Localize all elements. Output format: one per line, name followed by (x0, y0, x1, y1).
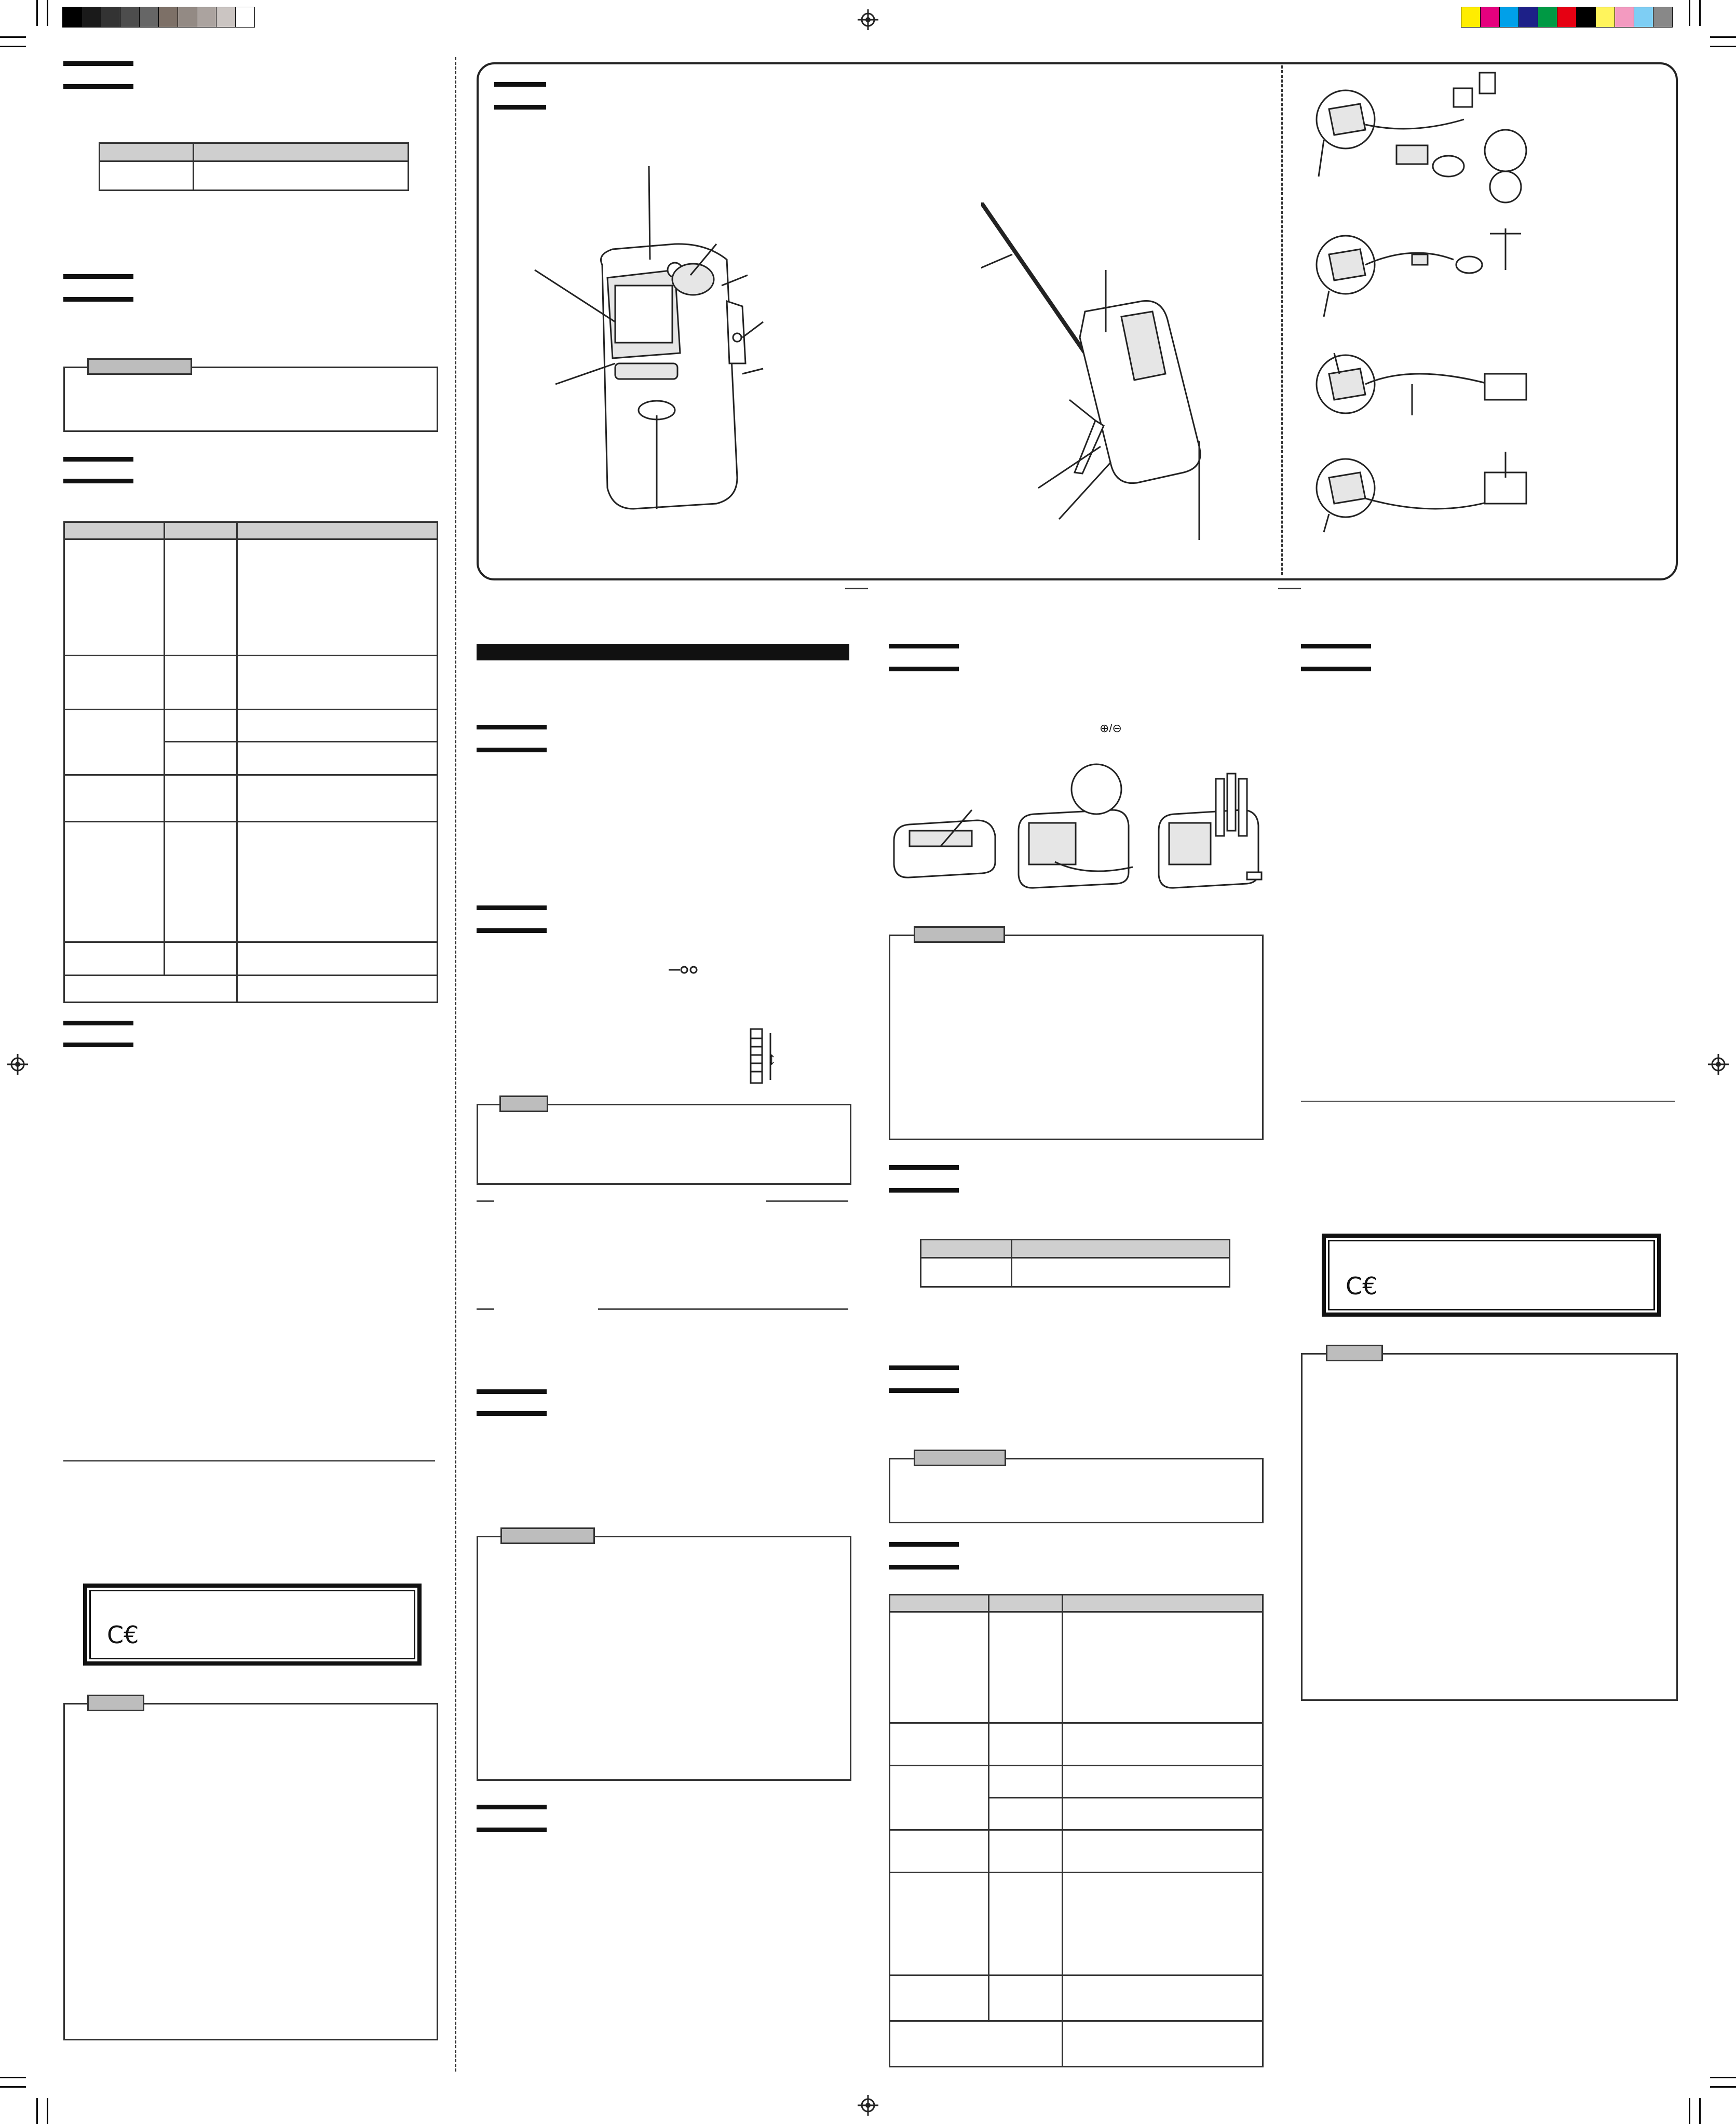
section-divider (1301, 1101, 1675, 1102)
caution-box (477, 1536, 851, 1781)
heading-rule (477, 748, 547, 752)
heading-rule (889, 1188, 959, 1193)
note-box (63, 367, 438, 432)
note-tag (914, 1450, 1006, 1466)
heading-rule (477, 1411, 547, 1416)
heading-rule (889, 667, 959, 671)
heading-rule (889, 644, 959, 648)
heading-rule (477, 1389, 547, 1394)
heading-rule (1301, 667, 1371, 671)
note-tag (87, 358, 192, 375)
ce-mark: C€ (1346, 1272, 1378, 1300)
note-box (889, 1458, 1264, 1523)
heading-rule (63, 457, 133, 462)
heading-rule (477, 905, 547, 910)
warning-box (1301, 1353, 1678, 1701)
battery-polarity-symbol: ⊕/⊖ (1100, 722, 1122, 735)
connection-diagram-4 (1308, 447, 1547, 535)
troubleshooting-table (63, 521, 438, 1003)
heading-rule (889, 1565, 959, 1570)
heading-rule (63, 479, 133, 483)
heading-rule (889, 1165, 959, 1170)
caution-tag (500, 1527, 595, 1544)
ce-box (1322, 1234, 1661, 1317)
tv-front-illustration (519, 166, 789, 519)
heading-rule (477, 1828, 547, 1832)
short-rule (477, 1308, 494, 1310)
heading-rule (477, 928, 547, 933)
registration-mark-right (1708, 1054, 1729, 1075)
title-bar (477, 644, 849, 660)
warning-tag (87, 1695, 144, 1711)
heading-rule (889, 1388, 959, 1393)
connection-diagram-2 (1308, 218, 1547, 322)
caution-tag (914, 926, 1005, 943)
spec-table-small (99, 142, 409, 191)
rotate-arrow: ↕ (767, 1049, 776, 1068)
registration-mark-bottom (858, 2095, 878, 2116)
heading-rule (889, 1365, 959, 1370)
short-rule (477, 1200, 494, 1202)
heading-rule (63, 1021, 133, 1025)
heading-rule (494, 82, 546, 87)
caution-box (889, 935, 1264, 1140)
ce-mark: C€ (107, 1621, 139, 1649)
earphone-icon (669, 964, 710, 976)
note-box (477, 1104, 851, 1185)
heading-rule (477, 1805, 547, 1809)
section-divider (63, 1460, 435, 1462)
ce-box (83, 1584, 422, 1666)
fold-line (455, 57, 456, 2072)
short-rule (766, 1200, 848, 1202)
page-number-rule (845, 588, 868, 589)
note-tag (499, 1095, 548, 1112)
heading-rule (63, 61, 133, 66)
heading-rule (63, 1043, 133, 1047)
warning-box (63, 1703, 438, 2040)
heading-rule (477, 725, 547, 729)
troubleshooting-table (889, 1594, 1264, 2067)
diagram-panel-divider (1281, 65, 1283, 575)
page-number-rule (1278, 588, 1301, 589)
heading-rule (63, 297, 133, 302)
heading-rule (494, 105, 546, 110)
heading-rule (1301, 644, 1371, 648)
heading-rule (63, 84, 133, 89)
heading-rule (63, 274, 133, 279)
battery-install-illustration (889, 758, 1263, 909)
warning-tag (1326, 1345, 1383, 1361)
connection-diagram-3 (1308, 343, 1547, 431)
connection-diagram-1 (1308, 67, 1547, 208)
spec-table-small (920, 1239, 1230, 1288)
registration-mark-top (858, 9, 878, 30)
short-rule (598, 1308, 848, 1310)
tv-side-illustration (981, 202, 1251, 545)
heading-rule (889, 1542, 959, 1547)
registration-mark-left (7, 1054, 28, 1075)
